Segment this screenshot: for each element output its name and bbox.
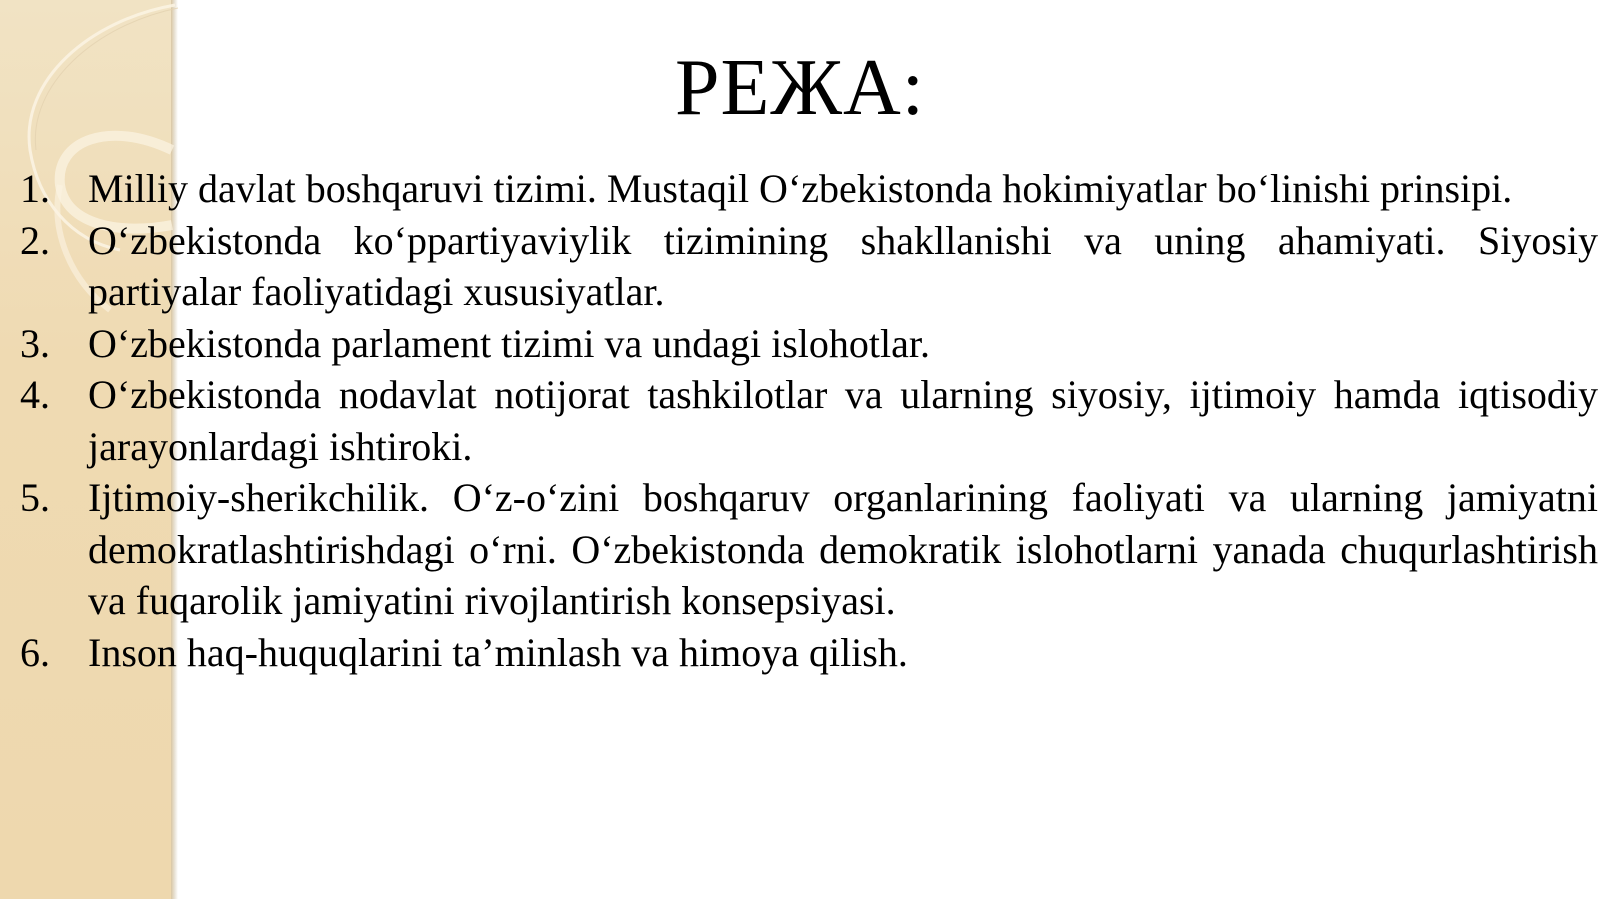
plan-item-number: 3.: [20, 320, 50, 366]
plan-item-4: [0, 369, 1600, 472]
plan-item-number: 2.: [20, 217, 50, 263]
plan-item-text: Milliy davlat boshqaruvi tizimi. Mustaqil O‘zbekistonda hokimiyatlar bo‘linishi prinsipi.: [88, 166, 1513, 211]
plan-item-2: [0, 215, 1600, 318]
plan-list: [0, 163, 1600, 678]
plan-item-number: 5.: [20, 475, 50, 520]
plan-item-number: 4.: [20, 372, 50, 417]
plan-item-text: O‘zbekistonda parlament tizimi va undagi islohotlar.: [88, 320, 931, 366]
plan-item-text: O‘zbekistonda ko‘ppartiyaviylik tizimining shakllanishi va uning ahamiyati. Siyosiy partiyalar faoliyatidagi xususiyatlar.: [88, 217, 1598, 314]
plan-item-text: O‘zbekistonda nodavlat notijorat tashkilotlar va ularning siyosiy, ijtimoiy hamda iqtisodiy jarayonlardagi ishtiroki.: [88, 372, 1598, 469]
plan-item-1: [0, 163, 1600, 215]
plan-item-text: Inson haq-huquqlarini ta’minlash va himoya qilish.: [88, 629, 908, 675]
plan-item-number: 6.: [20, 629, 50, 675]
plan-item-3: [0, 318, 1600, 370]
plan-item-6: [0, 627, 1600, 679]
plan-item-number: 1.: [20, 166, 50, 211]
slide-title: РЕЖА:: [674, 44, 926, 132]
plan-item-text: Ijtimoiy-sherikchilik. O‘z-o‘zini boshqaruv organlarining faoliyati va ularning jamiyatni demokratlashtirishdagi o‘rni. O‘zbekistonda demokratik islohotlarni yanada chuqurlashtirish va fuqarolik jamiyatini rivojlantirish konsepsiyasi.: [88, 475, 1598, 623]
plan-item-5: [0, 472, 1600, 627]
